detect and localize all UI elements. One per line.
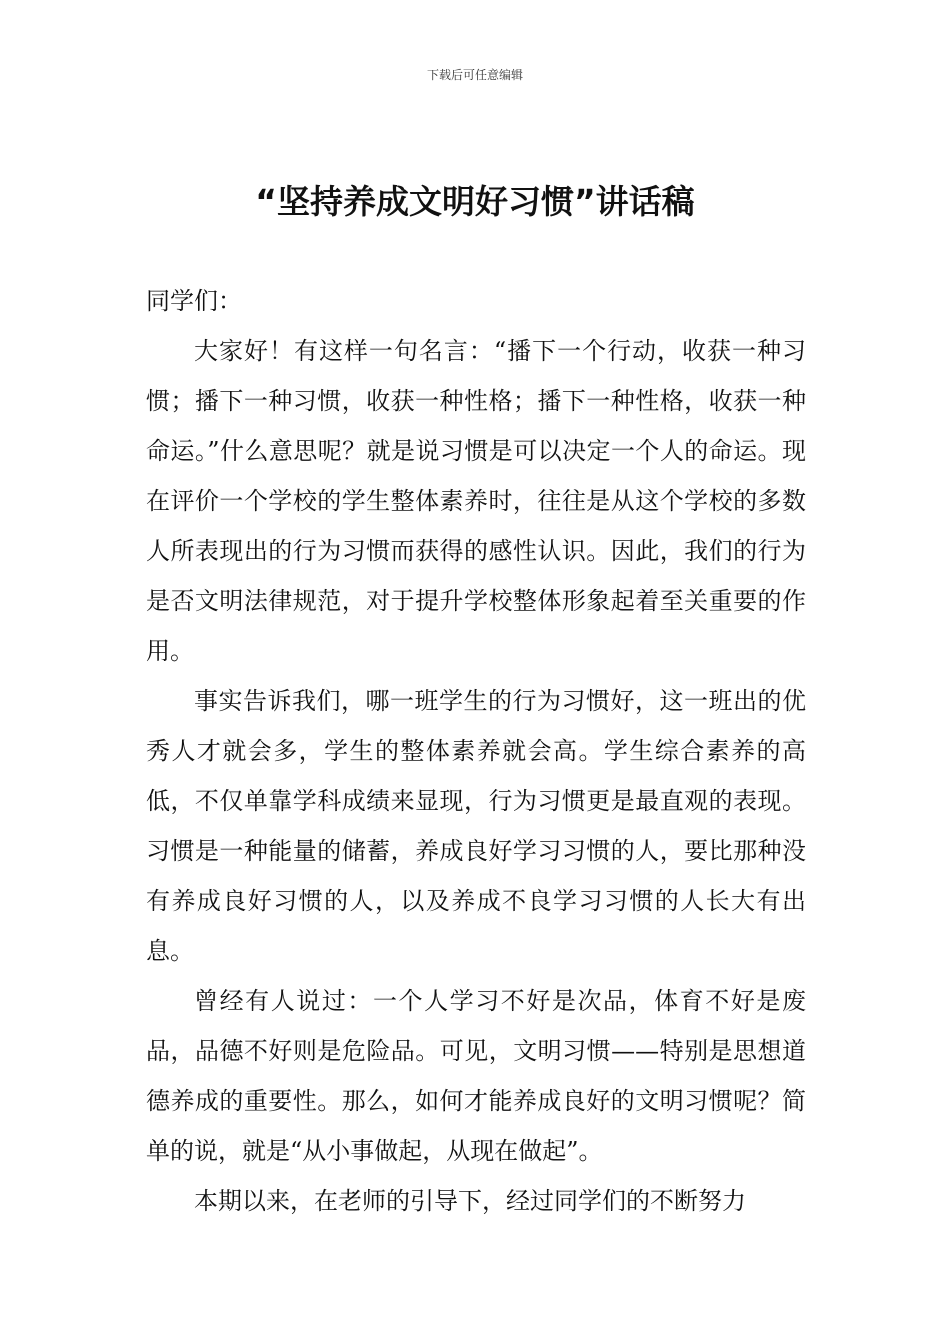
- paragraph-3: 曾经有人说过：一个人学习不好是次品，体育不好是废品，品德不好则是危险品。可见，文明习惯——特别是思想道德养成的重要性。那么，如何才能养成良好的文明习惯呢？简单的说，就是“从小事做起，从现在做起”。: [146, 987, 806, 1165]
- paragraph-1: 大家好！有这样一句名言：“播下一个行动，收获一种习惯；播下一种习惯，收获一种性格；播下一种性格，收获一种命运。”什么意思呢？就是说习惯是可以决定一个人的命运。现在评价一个学校的学生整体素养时，往往是从这个学校的多数人所表现出的行为习惯而获得的感性认识。因此，我们的行为是否文明法律规范，对于提升学校整体形象起着至关重要的作用。: [146, 337, 806, 665]
- paragraph-4: 本期以来，在老师的引导下，经过同学们的不断努力: [194, 1187, 746, 1215]
- paragraph-2: 事实告诉我们，哪一班学生的行为习惯好，这一班出的优秀人才就会多，学生的整体素养就会高。学生综合素养的高低，不仅单靠学科成绩来显现，行为习惯更是最直观的表现。习惯是一种能量的储蓄，养成良好学习习惯的人，要比那种没有养成良好习惯的人，以及养成不良学习习惯的人长大有出息。: [146, 687, 806, 965]
- salutation: 同学们：: [146, 287, 242, 315]
- page-header-note: 下载后可任意编辑: [426, 68, 523, 82]
- document-title: “坚持养成文明好习惯”讲话稿: [255, 182, 695, 221]
- document-body: [146, 276, 806, 1226]
